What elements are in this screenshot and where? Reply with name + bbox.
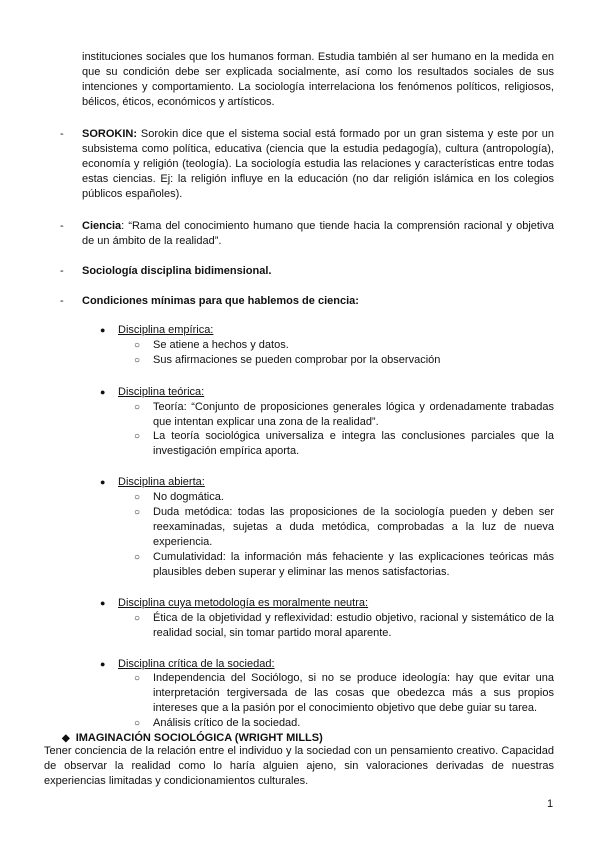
ciencia-label: Ciencia: [82, 220, 122, 232]
bullet-dot-icon: ●: [100, 387, 106, 397]
dash-item-body: [82, 294, 554, 309]
circle-bullet-icon: ○: [134, 552, 141, 563]
circle-bullet-icon: ○: [134, 431, 141, 442]
intro-paragraph: instituciones sociales que los humanos forman. Estudia también al ser humano en la medida en que su condición debe ser explicada socialmente, así como los resultados sociales de sus intenciones y comportamiento. La sociología interrelaciona los fenómenos políticos, religiosos, bélicos, éticos, económicos y artísticos.: [82, 51, 554, 108]
sub-item-text: Teoría: “Conjunto de proposiciones generales lógica y ordenadamente trabadas que intentan explicar una zona de la realidad”.: [153, 401, 554, 428]
circle-bullet-icon: ○: [134, 507, 141, 518]
sub-item-text: Sus afirmaciones se pueden comprobar por la observación: [153, 354, 441, 366]
section-title: IMAGINACIÓN SOCIOLÓGICA (WRIGHT MILLS): [75, 732, 323, 744]
sorokin-text: Sorokin dice que el sistema social está formado por un gran sistema y este por un subsistema como política, educativa (ciencia que la estudia pedagogía), cultura (antropología), economía y religión (teología). La sociología estudia las relaciones y características entre todas estas ciencias. Ej: la religión influye en la educación (no dar religión islámica en los colegios públicos españoles).: [82, 128, 554, 200]
dash-marker: -: [60, 295, 64, 307]
diamond-bullet-icon: ◆: [62, 733, 70, 744]
circle-bullet-icon: ○: [134, 718, 141, 729]
bullet-title: Disciplina empírica:: [118, 324, 214, 336]
circle-bullet-icon: ○: [134, 402, 141, 413]
dash-item-body: [82, 264, 554, 279]
circle-bullet-icon: ○: [134, 613, 141, 624]
sub-item-text: Ética de la objetividad y reflexividad: estudio objetivo, racional y sistemático de la realidad social, sin tomar partido moral aparente.: [153, 612, 554, 639]
sub-item-text: Duda metódica: todas las proposiciones de la sociología pueden y deben ser reexaminadas, sujetas a duda metódica, comprobadas a la luz de nueva experiencia.: [153, 506, 554, 548]
dash-marker: -: [60, 128, 64, 140]
bullet-title: Disciplina teórica:: [118, 386, 205, 398]
ciencia-text: : “Rama del conocimiento humano que tiende hacia la comprensión racional y objetiva de un ámbito de la realidad”.: [82, 220, 554, 247]
dash-marker: -: [60, 220, 64, 232]
sub-item-text: La teoría sociológica universaliza e integra las conclusiones parciales que la investigación empírica aporta.: [153, 430, 554, 457]
bullet-title: Disciplina crítica de la sociedad:: [118, 658, 275, 670]
bullet-dot-icon: ●: [100, 325, 106, 335]
circle-bullet-icon: ○: [134, 492, 141, 503]
sub-item-text: Se atiene a hechos y datos.: [153, 339, 289, 351]
bullet-dot-icon: ●: [100, 659, 106, 669]
bullet-title: Disciplina abierta:: [118, 476, 205, 488]
sub-item-text: Cumulatividad: la información más fehaciente y las explicaciones teóricas más plausibles deben superar y eliminar las menos satisfactorias.: [153, 551, 554, 578]
bullet-title: Disciplina cuya metodología es moralmente neutra:: [118, 597, 369, 609]
dash-item-body: [82, 127, 554, 202]
bullet-dot-icon: ●: [100, 598, 106, 608]
bullet-dot-icon: ●: [100, 477, 106, 487]
circle-bullet-icon: ○: [134, 340, 141, 351]
dash-marker: -: [60, 265, 64, 277]
page-number: 1: [547, 798, 554, 810]
circle-bullet-icon: ○: [134, 673, 141, 684]
bidimensional-label: Sociología disciplina bidimensional.: [82, 265, 272, 277]
sub-item-text: No dogmática.: [153, 491, 224, 503]
section-paragraph: Tener conciencia de la relación entre el individuo y la sociedad con un pensamiento creativo. Capacidad de observar la realidad como lo haría alguien ajeno, sin valoraciones derivadas de nuestras experiencias limitadas y condicionamientos culturales.: [44, 745, 554, 787]
dash-item-body: [82, 219, 554, 249]
sub-item-text: Independencia del Sociólogo, si no se produce ideología: hay que evitar una interpretación tergiversada de las cosas que obedezca más a sus propios intereses que a la pasión por el conocimiento objetivo que debe guiar su tarea.: [153, 672, 554, 714]
condiciones-label: Condiciones mínimas para que hablemos de ciencia:: [82, 295, 359, 307]
sorokin-label: SOROKIN:: [82, 128, 137, 140]
sub-item-text: Análisis crítico de la sociedad.: [153, 717, 301, 729]
circle-bullet-icon: ○: [134, 355, 141, 366]
